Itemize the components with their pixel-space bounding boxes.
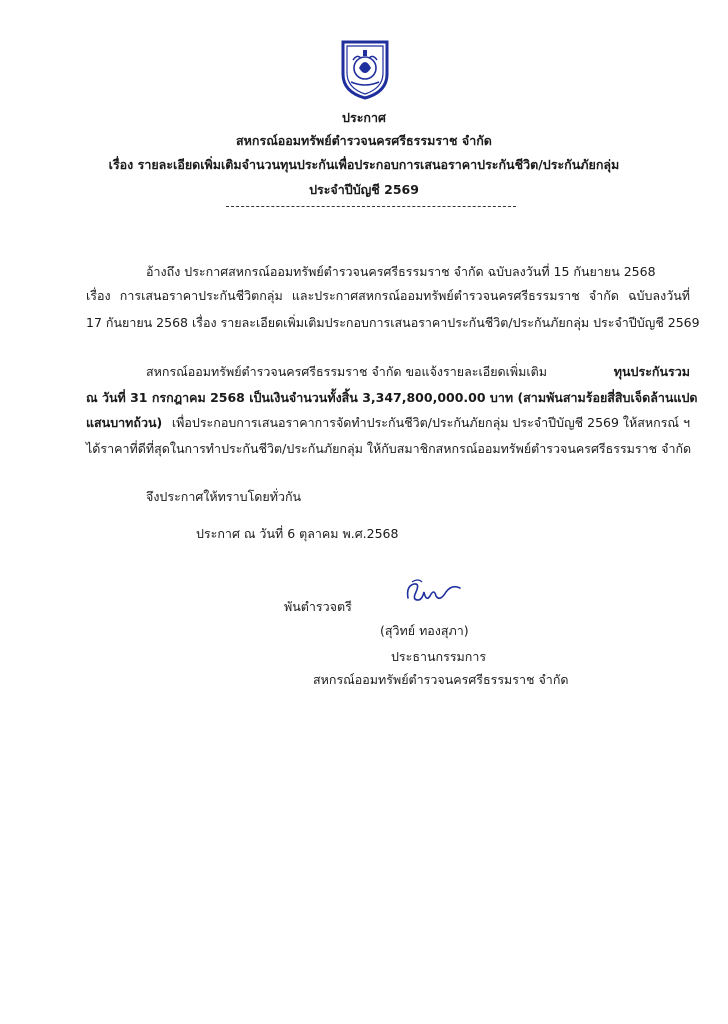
- handwritten-signature-icon: [402, 578, 464, 608]
- closing-statement: จึงประกาศให้ทราบโดยทั่วกัน: [146, 489, 302, 504]
- para2-line3-text: เพื่อประกอบการเสนอราคาการจัดทำประกันชีวิต/ประกันภัยกลุ่ม ประจำปีบัญชี 2569 ให้สหกรณ์ ฯ: [171, 415, 690, 430]
- signer-rank: พันตำรวจตรี: [284, 599, 352, 614]
- signer-position: ประธานกรรมการ: [391, 649, 487, 664]
- separator-line: [226, 206, 516, 207]
- organization-name: สหกรณ์ออมทรัพย์ตำรวจนครศรีธรรมราช จำกัด: [236, 133, 492, 148]
- para2-line1-text: สหกรณ์ออมทรัพย์ตำรวจนครศรีธรรมราช จำกัด ขอแจ้งรายละเอียดเพิ่มเติม: [146, 364, 548, 379]
- para2-line3-amount-end: แสนบาทถ้วน): [86, 415, 163, 430]
- para1-line1: อ้างถึง ประกาศสหกรณ์ออมทรัพย์ตำรวจนครศรีธรรมราช จำกัด ฉบับลงวันที่ 15 กันยายน 2568: [146, 264, 656, 279]
- para2-line3: [86, 414, 690, 432]
- signer-name: (สุวิทย์ ทองสุภา): [380, 623, 469, 638]
- cooperative-emblem-icon: [339, 38, 391, 100]
- para2-line4: ได้ราคาที่ดีที่สุดในการทำประกันชีวิต/ประกันภัยกลุ่ม ให้กับสมาชิกสหกรณ์ออมทรัพย์ตำรวจนครศรีธรรมราช จำกัด: [86, 441, 692, 456]
- para2-line2-amount: ณ วันที่ 31 กรกฎาคม 2568 เป็นเงินจำนวนทั้งสิ้น 3,347,800,000.00 บาท (สามพันสามร้อยสี่สิบเจ็ดล้านแปด: [86, 390, 698, 405]
- announcement-date: ประกาศ ณ วันที่ 6 ตุลาคม พ.ศ.2568: [196, 526, 399, 541]
- fiscal-year: ประจำปีบัญชี 2569: [309, 182, 419, 197]
- para2-line1-insured-total: ทุนประกันรวม: [613, 364, 690, 379]
- announcement-title: ประกาศ: [342, 110, 386, 125]
- para2-line1: [146, 363, 690, 381]
- para1-line3: 17 กันยายน 2568 เรื่อง รายละเอียดเพิ่มเติมประกอบการเสนอราคาประกันชีวิต/ประกันภัยกลุ่ม ประจำปีบัญชี 2569: [86, 315, 700, 330]
- signer-organization: สหกรณ์ออมทรัพย์ตำรวจนครศรีธรรมราช จำกัด: [313, 672, 569, 687]
- para1-line2: เรื่อง การเสนอราคาประกันชีวิตกลุ่ม และประกาศสหกรณ์ออมทรัพย์ตำรวจนครศรีธรรมราช จำกัด ฉบับลงวันที่: [86, 288, 690, 303]
- announcement-subject: เรื่อง รายละเอียดเพิ่มเติมจำนวนทุนประกันเพื่อประกอบการเสนอราคาประกันชีวิต/ประกันภัยกลุ่ม: [108, 157, 620, 172]
